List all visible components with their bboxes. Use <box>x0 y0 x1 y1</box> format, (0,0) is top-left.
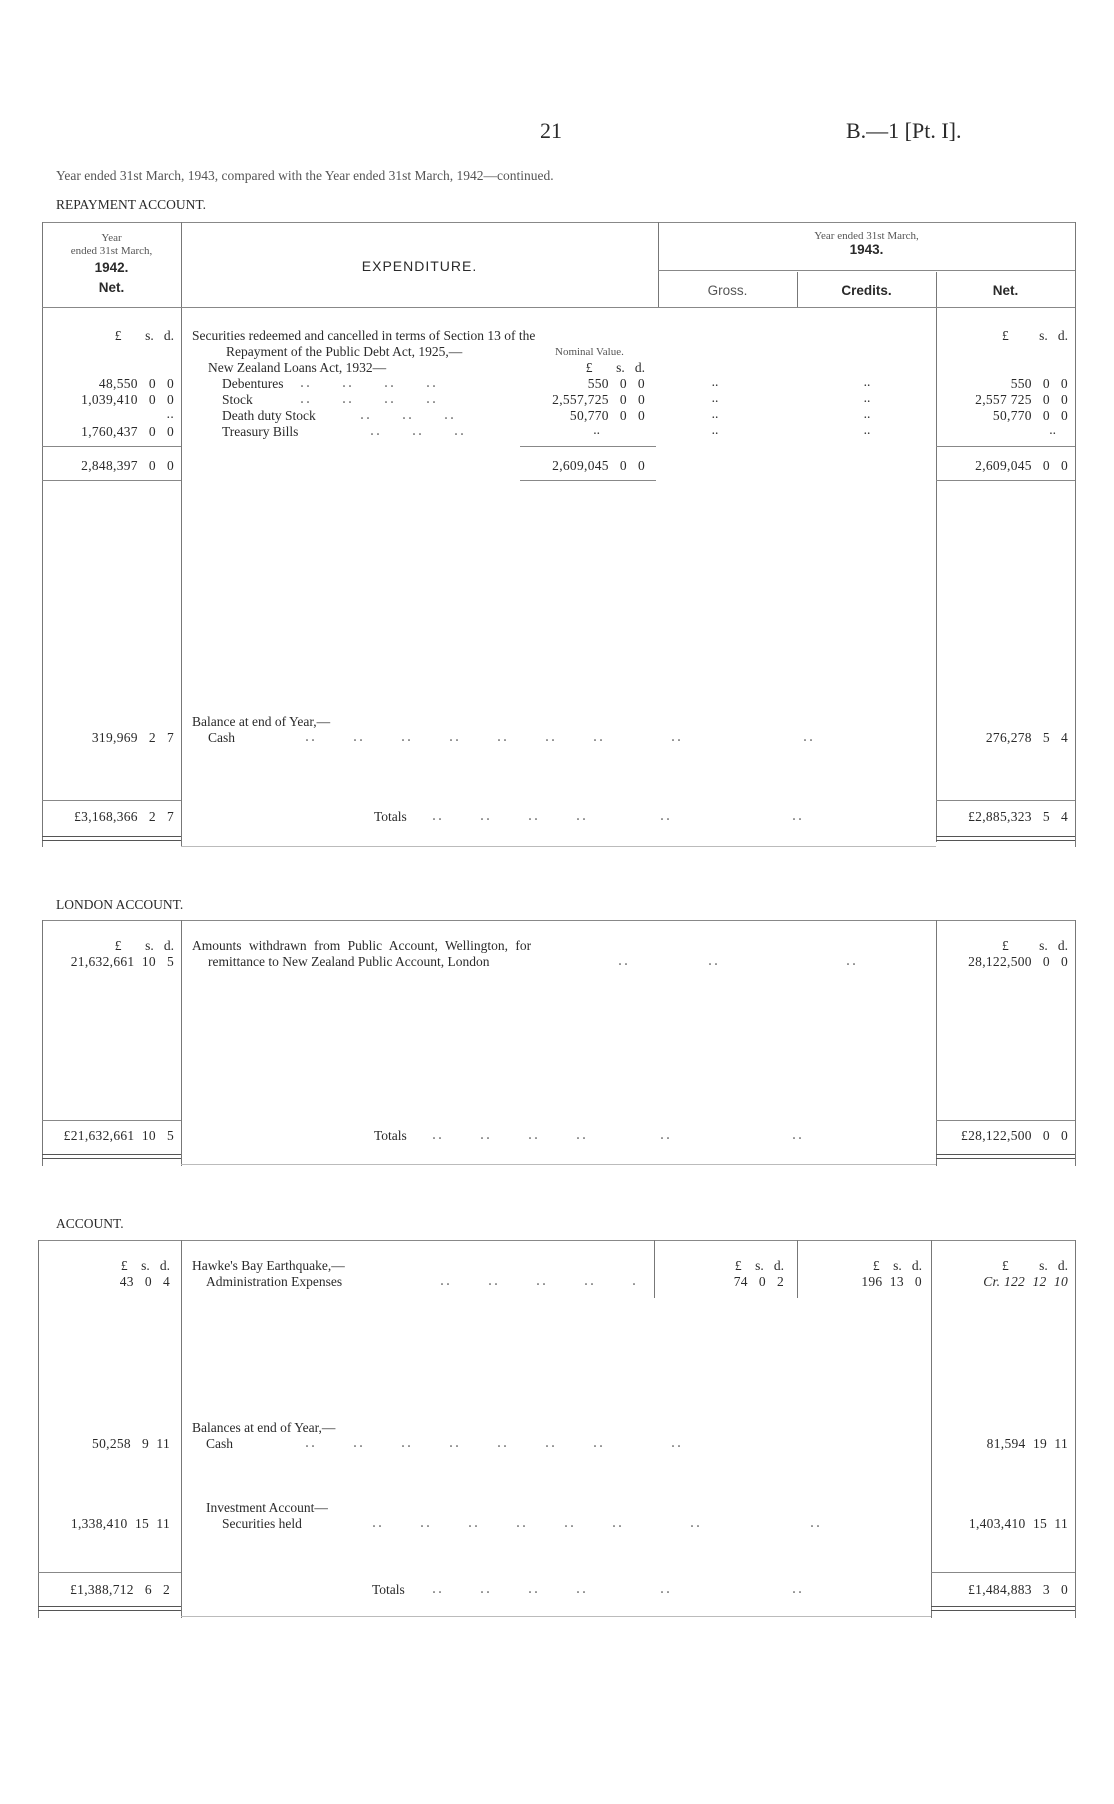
london-totals-net: £28,122,500 0 0 <box>961 1128 1068 1143</box>
row-prev: 48,550 0 0 <box>98 376 174 391</box>
third-totals-label: Totals <box>372 1582 405 1597</box>
third-credits: 196 13 0 <box>861 1274 922 1289</box>
row-gross: .. <box>711 374 719 389</box>
cash-prev: 319,969 2 7 <box>91 730 174 745</box>
repayment-subtotal-nominal: 2,609,045 0 0 <box>552 458 645 473</box>
row-nominal: 50,770 0 0 <box>569 408 645 423</box>
row-label: Treasury Bills <box>222 424 299 439</box>
header-year-ended-1943: Year ended 31st March, <box>814 230 919 242</box>
row-prev: 1,039,410 0 0 <box>81 392 174 407</box>
header-expenditure: EXPENDITURE. <box>361 258 478 274</box>
row-gross: .. <box>711 406 719 421</box>
third-lsd-gross: £ s. d. <box>734 1258 784 1273</box>
third-desc-line1: Hawke's Bay Earthquake,— <box>192 1258 345 1273</box>
header-1943: 1943. <box>849 242 884 257</box>
header-year: Year <box>101 232 122 244</box>
row-net: 2,557 725 0 0 <box>975 392 1068 407</box>
third-desc-line2: Administration Expenses <box>206 1274 343 1289</box>
page-subtitle: Year ended 31st March, 1943, compared with the Year ended 31st March, 1942—continued. <box>56 168 554 183</box>
london-desc-line1: Amounts withdrawn from Public Account, Wellington, for <box>192 938 532 953</box>
totals-net: £2,885,323 5 4 <box>968 809 1068 824</box>
page-reference: B.—1 [Pt. I]. <box>846 118 962 143</box>
london-totals-label: Totals <box>374 1128 407 1143</box>
row-credits: .. <box>863 374 871 389</box>
row-gross: .. <box>711 390 719 405</box>
london-lsd-right: £ s. d. <box>1001 938 1068 953</box>
third-invest-net: 1,403,410 15 11 <box>968 1516 1068 1531</box>
london-desc-line2: remittance to New Zealand Public Account, London <box>208 954 490 969</box>
page-number: 21 <box>540 118 562 143</box>
nominal-lsd: £ s. d. <box>585 360 645 375</box>
third-lsd-right: £ s. d. <box>1001 1258 1068 1273</box>
repayment-subtotal-prev: 2,848,397 0 0 <box>81 458 174 473</box>
row-prev: 1,760,437 0 0 <box>81 424 174 439</box>
third-prev: 43 0 4 <box>119 1274 170 1289</box>
nominal-value-label: Nominal Value. <box>555 346 624 358</box>
row-nominal: .. <box>593 422 600 437</box>
header-ended: ended 31st March, <box>70 245 153 257</box>
lsd-right: £ s. d. <box>1001 328 1068 343</box>
row-net: .. <box>1049 422 1056 437</box>
row-nominal: 2,557,725 0 0 <box>552 392 645 407</box>
row-prev: .. <box>166 406 174 421</box>
third-gross: 74 0 2 <box>733 1274 784 1289</box>
row-credits: .. <box>863 390 871 405</box>
third-invest-label: Investment Account— <box>206 1500 328 1515</box>
header-net-1942: Net. <box>98 280 125 295</box>
totals-label: Totals <box>374 809 407 824</box>
row-credits: .. <box>863 406 871 421</box>
row-credits: .. <box>863 422 871 437</box>
cash-label: Cash <box>208 730 235 745</box>
london-net: 28,122,500 0 0 <box>968 954 1068 969</box>
third-balances-label: Balances at end of Year,— <box>192 1420 336 1435</box>
third-cash-label: Cash <box>206 1436 233 1451</box>
third-totals-prev: £1,388,712 6 2 <box>70 1582 170 1597</box>
balance-label: Balance at end of Year,— <box>192 714 331 729</box>
repayment-desc-line1: Securities redeemed and cancelled in terms of Section 13 of the <box>192 328 536 343</box>
row-label: Death duty Stock <box>222 408 316 423</box>
london-lsd-left: £ s. d. <box>114 938 174 953</box>
third-title: ACCOUNT. <box>56 1216 124 1231</box>
third-net: Cr. 122 12 10 <box>983 1274 1068 1289</box>
lsd-left: £ s. d. <box>114 328 174 343</box>
row-label: Stock <box>222 392 253 407</box>
repayment-title: REPAYMENT ACCOUNT. <box>56 197 207 212</box>
london-totals-prev: £21,632,661 10 5 <box>63 1128 174 1143</box>
row-net: 550 0 0 <box>1010 376 1068 391</box>
repayment-desc-line3: New Zealand Loans Act, 1932— <box>208 360 387 375</box>
row-label: Debentures <box>222 376 284 391</box>
row-nominal: 550 0 0 <box>587 376 645 391</box>
third-securities-label: Securities held <box>222 1516 302 1531</box>
third-cash-prev: 50,258 9 11 <box>92 1436 170 1451</box>
row-gross: .. <box>711 422 719 437</box>
header-1942: 1942. <box>94 260 129 275</box>
repayment-desc-line2: Repayment of the Public Debt Act, 1925,— <box>226 344 463 359</box>
london-prev: 21,632,661 10 5 <box>70 954 174 969</box>
repayment-subtotal-net: 2,609,045 0 0 <box>975 458 1068 473</box>
third-lsd-credits: £ s. d. <box>872 1258 922 1273</box>
third-lsd-left: £ s. d. <box>120 1258 170 1273</box>
header-credits: Credits. <box>841 283 892 298</box>
third-invest-prev: 1,338,410 15 11 <box>70 1516 170 1531</box>
row-net: 50,770 0 0 <box>992 408 1068 423</box>
london-title: LONDON ACCOUNT. <box>56 897 184 912</box>
cash-net: 276,278 5 4 <box>985 730 1068 745</box>
third-totals-net: £1,484,883 3 0 <box>968 1582 1068 1597</box>
third-cash-net: 81,594 19 11 <box>986 1436 1068 1451</box>
header-gross: Gross. <box>707 283 748 298</box>
totals-prev: £3,168,366 2 7 <box>74 809 174 824</box>
header-net-1943: Net. <box>992 283 1019 298</box>
